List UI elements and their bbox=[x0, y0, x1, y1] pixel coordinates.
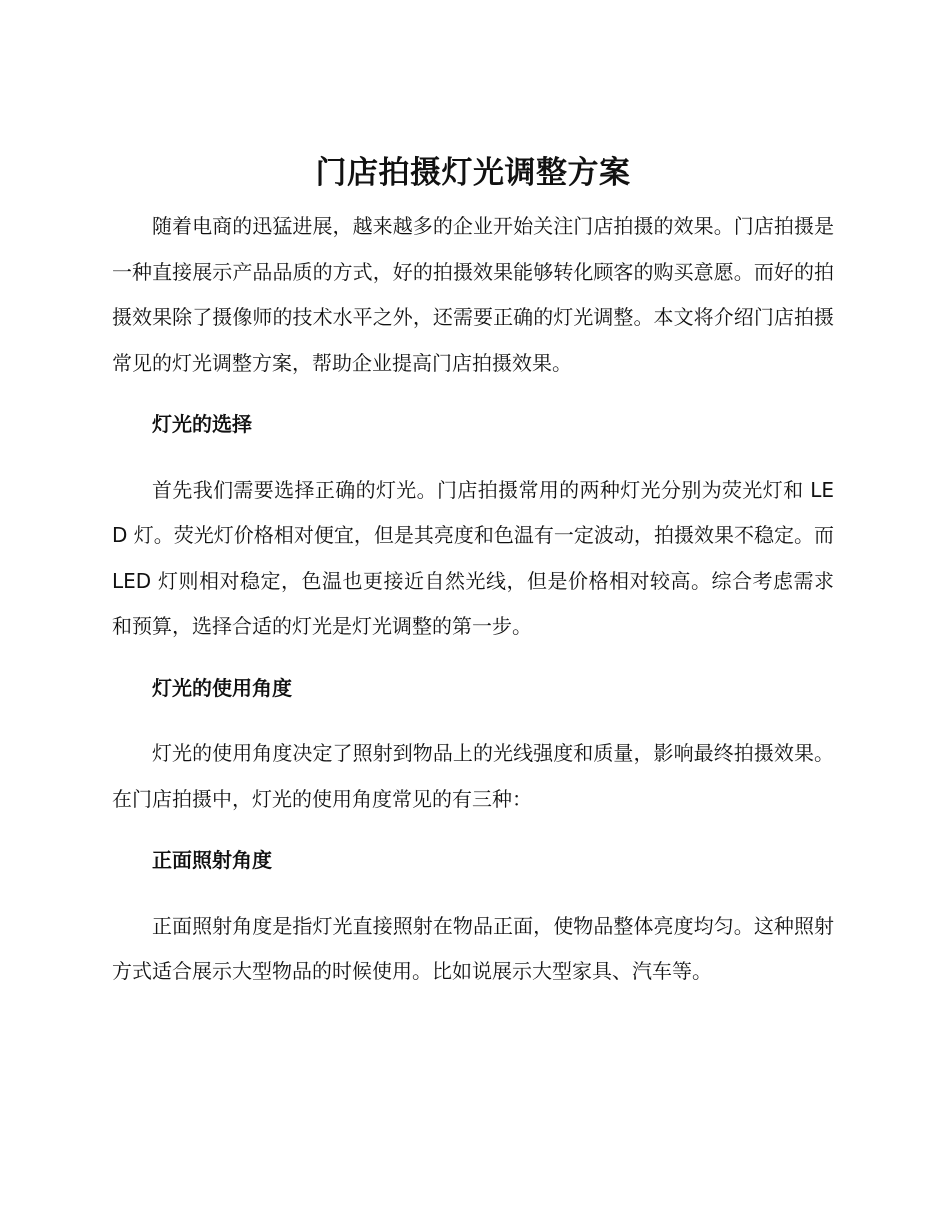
spacer bbox=[112, 386, 834, 402]
section-heading-light-angle: 灯光的使用角度 bbox=[152, 675, 292, 700]
document-body bbox=[112, 148, 834, 995]
spacer bbox=[112, 884, 834, 904]
section-heading-light-selection: 灯光的选择 bbox=[152, 412, 252, 436]
spacer bbox=[112, 448, 834, 468]
section-heading-front-angle: 正面照射角度 bbox=[152, 848, 272, 872]
section-paragraph-light-selection: 首先我们需要选择正确的灯光。门店拍摄常用的两种灯光分别为荧光灯和 LED 灯。荧光灯价格相对便宜，但是其亮度和色温有一定波动，拍摄效果不稳定。而 LED 灯则相对稳定，色温也更接近自然光线，但是价格相对较高。综合考虑需求和预算，选择合适的灯光是灯光调整的第一步。 bbox=[112, 477, 834, 638]
spacer bbox=[112, 822, 834, 838]
spacer bbox=[112, 650, 834, 666]
section-paragraph-front-angle: 正面照射角度是指灯光直接照射在物品正面，使物品整体亮度均匀。这种照射方式适合展示大型物品的时候使用。比如说展示大型家具、汽车等。 bbox=[112, 913, 834, 983]
intro-paragraph: 随着电商的迅猛进展，越来越多的企业开始关注门店拍摄的效果。门店拍摄是一种直接展示产品品质的方式，好的拍摄效果能够转化顾客的购买意愿。而好的拍摄效果除了摄像师的技术水平之外，还需要正确的灯光调整。本文将介绍门店拍摄常见的灯光调整方案，帮助企业提高门店拍摄效果。 bbox=[112, 214, 834, 375]
document-title: 门店拍摄灯光调整方案 bbox=[315, 155, 631, 191]
section-paragraph-light-angle: 灯光的使用角度决定了照射到物品上的光线强度和质量，影响最终拍摄效果。在门店拍摄中，灯光的使用角度常见的有三种： bbox=[112, 741, 834, 811]
spacer bbox=[112, 711, 834, 731]
